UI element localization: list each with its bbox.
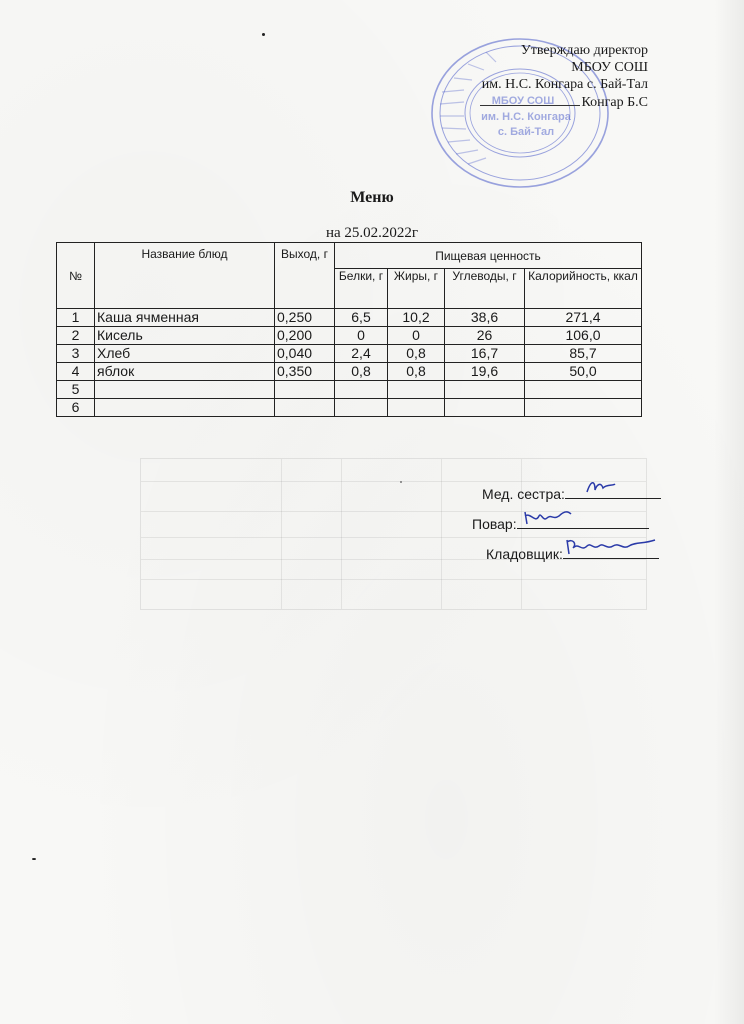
table-row — [57, 399, 642, 417]
header-yield: Выход, г — [275, 243, 335, 309]
row-carbs: 19,6 — [445, 363, 525, 381]
approval-signer: Конгар Б.С — [581, 95, 648, 110]
row-yield — [275, 381, 335, 399]
row-num: 2 — [57, 327, 95, 345]
approval-line-3: им. Н.С. Конгара с. Бай-Тал — [481, 77, 648, 92]
header-carbs: Углеводы, г — [445, 269, 525, 309]
row-carbs: 38,6 — [445, 309, 525, 327]
scan-speck — [32, 858, 36, 860]
header-nutrition: Пищевая ценность — [335, 243, 642, 269]
row-yield: 0,250 — [275, 309, 335, 327]
row-dish: Хлеб — [95, 345, 275, 363]
nurse-signature-row — [482, 483, 661, 502]
approval-signer-line — [480, 93, 648, 111]
scan-speck — [262, 33, 265, 36]
scan-edge-shadow — [714, 0, 744, 1024]
stamp-text-3: с. Бай-Тал — [497, 126, 555, 138]
header-num: № — [57, 243, 95, 309]
row-yield: 0,350 — [275, 363, 335, 381]
director-signature-line — [480, 93, 580, 106]
row-protein: 0 — [335, 327, 388, 345]
row-calories — [525, 399, 642, 417]
row-calories: 271,4 — [525, 309, 642, 327]
header-dish-name: Название блюд — [95, 243, 275, 309]
row-fat: 0,8 — [388, 345, 445, 363]
row-carbs: 26 — [445, 327, 525, 345]
row-calories — [525, 381, 642, 399]
cook-signature-scribble — [521, 506, 591, 528]
approval-line-1: Утверждаю директор — [520, 43, 648, 58]
row-dish — [95, 381, 275, 399]
row-fat — [388, 399, 445, 417]
table-row — [57, 345, 642, 363]
cook-signature-row — [472, 513, 649, 532]
row-num: 1 — [57, 309, 95, 327]
row-yield — [275, 399, 335, 417]
row-yield: 0,040 — [275, 345, 335, 363]
storekeeper-label: Кладовщик: — [486, 546, 563, 562]
row-calories: 85,7 — [525, 345, 642, 363]
row-fat: 0 — [388, 327, 445, 345]
table-row — [57, 381, 642, 399]
row-protein — [335, 381, 388, 399]
row-fat — [388, 381, 445, 399]
row-num: 6 — [57, 399, 95, 417]
row-dish: яблок — [95, 363, 275, 381]
row-protein — [335, 399, 388, 417]
nurse-label: Мед. сестра: — [482, 486, 565, 502]
page-title: Меню — [350, 189, 394, 206]
row-yield: 0,200 — [275, 327, 335, 345]
table-row — [57, 309, 642, 327]
menu-date: на 25.02.2022г — [325, 225, 419, 241]
row-num: 3 — [57, 345, 95, 363]
nurse-signature-scribble — [583, 476, 643, 498]
row-protein: 2,4 — [335, 345, 388, 363]
row-calories: 50,0 — [525, 363, 642, 381]
table-row — [57, 363, 642, 381]
storekeeper-signature-scribble — [563, 534, 659, 558]
row-fat: 0,8 — [388, 363, 445, 381]
table-row — [57, 327, 642, 345]
row-dish: Каша ячменная — [95, 309, 275, 327]
row-dish — [95, 399, 275, 417]
approval-line-2: МБОУ СОШ — [571, 60, 648, 75]
row-protein: 0,8 — [335, 363, 388, 381]
row-carbs: 16,7 — [445, 345, 525, 363]
stamp-text-2: им. Н.С. Конгара — [481, 111, 571, 123]
header-protein: Белки, г — [335, 269, 388, 309]
cook-signature-line — [517, 513, 649, 529]
row-carbs — [445, 399, 525, 417]
header-fat: Жиры, г — [388, 269, 445, 309]
nurse-signature-line — [565, 483, 661, 499]
menu-table — [56, 242, 642, 417]
row-fat: 10,2 — [388, 309, 445, 327]
row-dish: Кисель — [95, 327, 275, 345]
cook-label: Повар: — [472, 516, 517, 532]
stamp-text-1: МБОУ СОШ — [491, 95, 555, 107]
row-num: 4 — [57, 363, 95, 381]
scan-speck — [400, 481, 402, 483]
row-carbs — [445, 381, 525, 399]
approval-block — [480, 42, 648, 111]
row-protein: 6,5 — [335, 309, 388, 327]
storekeeper-signature-line — [563, 543, 659, 559]
row-num: 5 — [57, 381, 95, 399]
header-calories: Калорийность, ккал — [525, 269, 642, 309]
storekeeper-signature-row — [486, 543, 659, 562]
row-calories: 106,0 — [525, 327, 642, 345]
